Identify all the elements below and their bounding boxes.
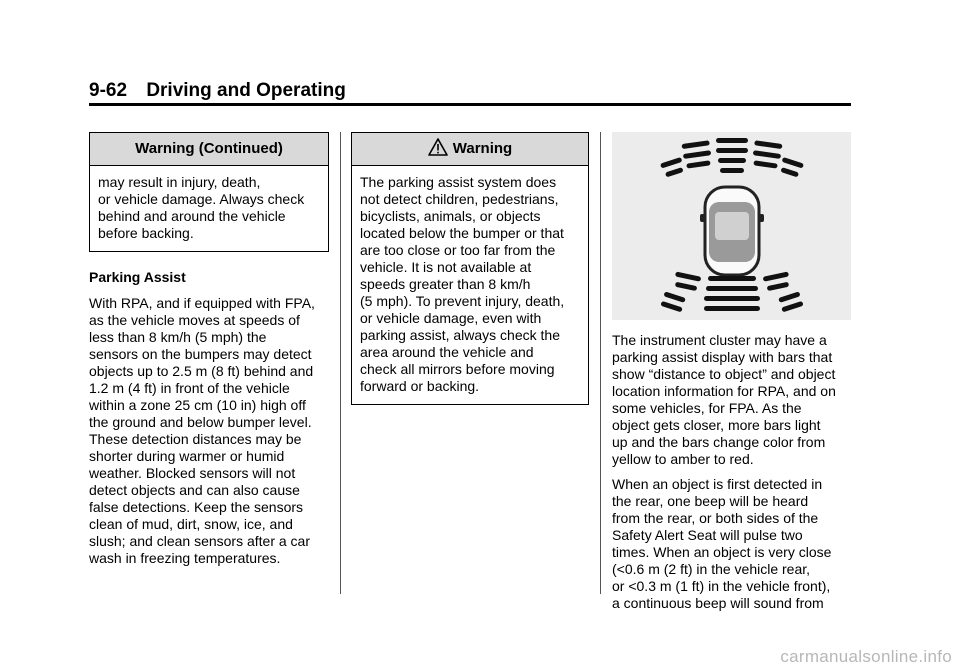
warning-continued-box [89,132,329,252]
column-1 [89,132,329,567]
column-2 [351,132,589,405]
parking-assist-paragraph: With RPA, and if equipped with FPA, as the vehicle moves at speeds of less than 8 km/h (5 mph) the sensors on the bumpers may detect objects up to 2.5 m (8 ft) behind and 1.2 m (4 ft) in front of the vehicle within a zone 25 cm (10 in) high off the ground and below bumper level. These detection distances may be shorter during warmer or humid weather. Blocked sensors will not detect objects and can also cause false detections. Keep the sensors clean of mud, dirt, snow, ice, and slush; and clean sensors after a car wash in freezing temperatures. [89,295,315,566]
parking-assist-heading: Parking Assist [89,269,186,285]
section-title: Driving and Operating [146,80,346,101]
beep-paragraph: When an object is first detected in the rear, one beep will be heard from the rear, or both sides of the Safety Alert Seat will pulse two times. When an object is very close (<0.6 m (2 ft) in the vehicle rear, or <0.3 m (1 ft) in the vehicle front), a continuous beep will sound from [612,476,832,611]
car-icon [700,187,764,275]
column-3 [612,332,857,612]
display-paragraph: The instrument cluster may have a parking assist display with bars that show “distance to object” and object location information for RPA, and on some vehicles, for FPA. As the object gets closer, more bars light up and the bars change color from yellow to amber to red. [612,332,836,467]
column-divider-1 [340,132,341,594]
warning-title: Warning [452,140,513,157]
warning-body: The parking assist system does not detect children, pedestrians, bicyclists, animals, or objects located below the bumper or that are too close or too far from the vehicle. It is not available at speeds greater than 8 km/h (5 mph). To prevent injury, death, or vehicle damage, even with parking assist, always check the area around the vehicle and check all mirrors before moving forward or backing. [360,174,565,394]
page-number: 9-62 [89,80,128,101]
parking-assist-diagram [612,132,851,320]
column-divider-2 [600,132,601,594]
front-sensor-bars [660,138,804,178]
header-rule [89,103,851,106]
watermark-text: carmanualsonline.info [780,647,952,666]
warning-title-row [352,133,588,166]
warning-icon [428,138,448,156]
parking-assist-figure [612,132,851,320]
warning-continued-title: Warning (Continued) [90,133,328,166]
rear-sensor-bars [660,271,803,312]
warning-continued-body: may result in injury, death, or vehicle damage. Always check behind and around the vehicle before backing. [98,174,305,241]
warning-box [351,132,589,405]
page-header [89,80,346,102]
